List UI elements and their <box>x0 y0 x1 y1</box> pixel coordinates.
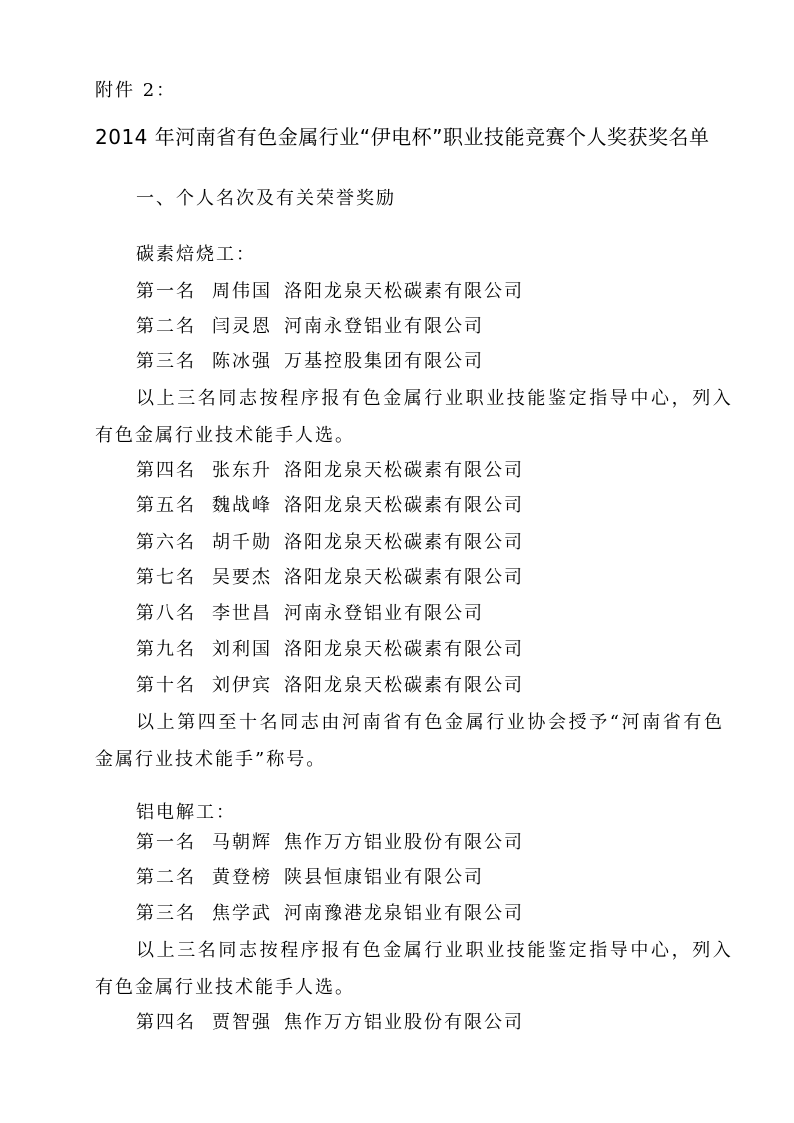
company-name: 洛阳龙泉天松碳素有限公司 <box>284 639 524 660</box>
rank-label: 第十名 <box>136 675 196 696</box>
award-entry <box>136 566 524 590</box>
company-name: 万基控股集团有限公司 <box>284 351 484 372</box>
company-name: 焦作万方铝业股份有限公司 <box>284 1012 524 1033</box>
winner-name: 刘伊宾 <box>212 675 272 696</box>
award-entry <box>136 1011 524 1035</box>
section-heading: 一、个人名次及有关荣誉奖励 <box>136 188 396 209</box>
winner-name: 张东升 <box>212 460 272 481</box>
award-entry <box>136 315 484 339</box>
winner-name: 闫灵恩 <box>212 316 272 337</box>
award-entry <box>136 602 484 626</box>
award-entry <box>136 531 524 555</box>
company-name: 河南永登铝业有限公司 <box>284 603 484 624</box>
rank-label: 第五名 <box>136 495 196 516</box>
rank-label: 第六名 <box>136 532 196 553</box>
paragraph-line: 有色金属行业技术能手人选。 <box>95 425 355 446</box>
award-entry <box>136 831 524 855</box>
winner-name: 李世昌 <box>212 603 272 624</box>
winner-name: 焦学武 <box>212 903 272 924</box>
rank-label: 第四名 <box>136 460 196 481</box>
winner-name: 贾智强 <box>212 1012 272 1033</box>
paragraph-line: 以上第四至十名同志由河南省有色金属行业协会授予“河南省有色 <box>136 712 725 733</box>
paragraph-line: 金属行业技术能手”称号。 <box>95 749 327 770</box>
winner-name: 吴要杰 <box>212 567 272 588</box>
award-entry <box>136 459 524 483</box>
company-name: 焦作万方铝业股份有限公司 <box>284 832 524 853</box>
award-entry <box>136 674 524 698</box>
rank-label: 第七名 <box>136 567 196 588</box>
company-name: 陕县恒康铝业有限公司 <box>284 867 484 888</box>
company-name: 河南永登铝业有限公司 <box>284 316 484 337</box>
category-heading-aluminum: 铝电解工： <box>136 802 236 823</box>
company-name: 洛阳龙泉天松碳素有限公司 <box>284 460 524 481</box>
award-entry <box>136 866 484 890</box>
rank-label: 第一名 <box>136 281 196 302</box>
winner-name: 黄登榜 <box>212 867 272 888</box>
company-name: 洛阳龙泉天松碳素有限公司 <box>284 567 524 588</box>
rank-label: 第一名 <box>136 832 196 853</box>
winner-name: 周伟国 <box>212 281 272 302</box>
winner-name: 陈冰强 <box>212 351 272 372</box>
award-entry <box>136 280 524 304</box>
paragraph-line: 以上三名同志按程序报有色金属行业职业技能鉴定指导中心，列入 <box>136 388 734 409</box>
company-name: 洛阳龙泉天松碳素有限公司 <box>284 495 524 516</box>
company-name: 洛阳龙泉天松碳素有限公司 <box>284 281 524 302</box>
rank-label: 第三名 <box>136 351 196 372</box>
award-entry <box>136 494 524 518</box>
rank-label: 第二名 <box>136 316 196 337</box>
award-entry <box>136 350 484 374</box>
winner-name: 刘利国 <box>212 639 272 660</box>
company-name: 洛阳龙泉天松碳素有限公司 <box>284 675 524 696</box>
company-name: 河南豫港龙泉铝业有限公司 <box>284 903 524 924</box>
page-title: 2014 年河南省有色金属行业“伊电杯”职业技能竞赛个人奖获奖名单 <box>95 125 710 149</box>
winner-name: 魏战峰 <box>212 495 272 516</box>
rank-label: 第三名 <box>136 903 196 924</box>
rank-label: 第九名 <box>136 639 196 660</box>
award-entry <box>136 638 524 662</box>
paragraph-line: 以上三名同志按程序报有色金属行业职业技能鉴定指导中心，列入 <box>136 940 734 961</box>
attachment-label: 附件 2： <box>95 80 177 101</box>
winner-name: 马朝辉 <box>212 832 272 853</box>
rank-label: 第四名 <box>136 1012 196 1033</box>
rank-label: 第二名 <box>136 867 196 888</box>
winner-name: 胡千勋 <box>212 532 272 553</box>
paragraph-line: 有色金属行业技术能手人选。 <box>95 977 355 998</box>
rank-label: 第八名 <box>136 603 196 624</box>
award-entry <box>136 902 524 926</box>
category-heading-carbon: 碳素焙烧工： <box>136 244 256 265</box>
company-name: 洛阳龙泉天松碳素有限公司 <box>284 532 524 553</box>
